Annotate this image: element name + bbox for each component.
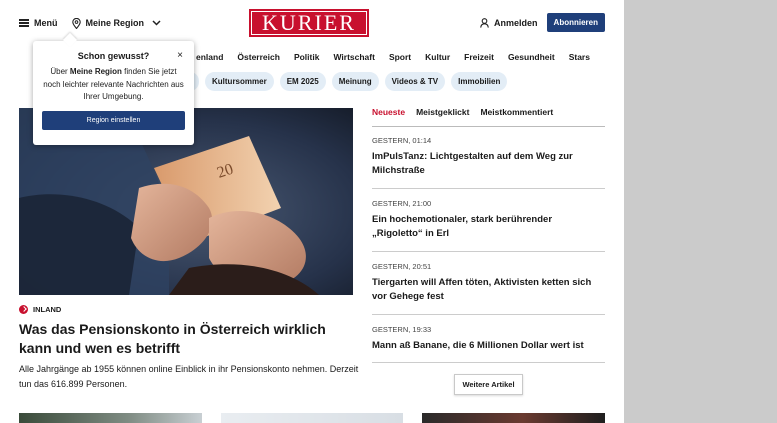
news-time: GESTERN, 01:14	[372, 136, 432, 145]
nav-item-stars[interactable]: Stars	[568, 52, 590, 62]
region-popover	[33, 41, 194, 145]
news-tabs	[372, 107, 605, 127]
page-background-gutter	[624, 0, 777, 423]
news-divider	[372, 188, 605, 189]
topic-pill-videos-tv[interactable]: Videos & TV	[385, 72, 446, 91]
news-time: GESTERN, 19:33	[372, 325, 432, 334]
topic-pill-em-2025[interactable]: EM 2025	[280, 72, 326, 91]
close-icon[interactable]: ×	[177, 50, 183, 61]
location-pin-icon	[72, 18, 81, 29]
set-region-button[interactable]: Region einstellen	[42, 111, 185, 130]
tab-meistgeklickt[interactable]: Meistgeklickt	[416, 107, 470, 117]
popover-title: Schon gewusst?	[77, 51, 150, 61]
nav-item-kultur[interactable]: Kultur	[425, 52, 451, 62]
menu-label: Menü	[34, 18, 58, 28]
topic-pill-immobilien[interactable]: Immobilien	[451, 72, 507, 91]
news-headline[interactable]: Mann aß Banane, die 6 Millionen Dollar wert ist	[372, 340, 584, 351]
category-icon	[19, 305, 28, 314]
region-label: Meine Region	[85, 18, 145, 28]
news-item[interactable]	[372, 136, 605, 178]
login-label: Anmelden	[494, 17, 538, 28]
nav-item-burgenland[interactable]: enland	[196, 52, 224, 62]
banknote-text: 20	[214, 160, 236, 182]
subscribe-button[interactable]: Abonnieren	[547, 13, 605, 32]
region-button[interactable]	[72, 18, 162, 29]
hero-title[interactable]: Was das Pensionskonto in Österreich wirklich kann und wen es betrifft	[19, 321, 326, 356]
kurier-logo[interactable]: KURIER	[249, 9, 369, 37]
news-divider	[372, 362, 605, 363]
hero-teaser: Alle Jahrgänge ab 1955 können online Einblick in ihr Pensionskonto nehmen. Derzeit tun das 616.899 Personen.	[19, 364, 359, 389]
more-articles-button[interactable]: Weitere Artikel	[454, 374, 523, 395]
topic-pill-kultursommer[interactable]: Kultursommer	[205, 72, 274, 91]
user-icon	[480, 18, 489, 28]
nav-item-wirtschaft[interactable]: Wirtschaft	[333, 52, 375, 62]
news-headline[interactable]: Tiergarten will Affen töten, Aktivisten ketten sich vor Gehege fest	[372, 277, 592, 302]
header-left	[19, 14, 161, 32]
popover-text-after: finden Sie jetzt noch leichter relevante Nachrichten aus Ihrer Umgebung.	[43, 67, 184, 101]
nav-item-freizeit[interactable]: Freizeit	[464, 52, 494, 62]
nav-item-sport[interactable]: Sport	[388, 52, 412, 62]
category-label: INLAND	[33, 305, 62, 314]
news-item[interactable]	[372, 325, 605, 353]
nav-item-oesterreich[interactable]: Österreich	[237, 52, 280, 62]
news-item[interactable]	[372, 199, 605, 241]
article-thumbnail[interactable]	[422, 413, 605, 423]
category-tag[interactable]	[19, 305, 61, 314]
article-thumbnail[interactable]	[19, 413, 202, 423]
tab-neueste[interactable]: Neueste	[372, 107, 406, 117]
header-right	[480, 13, 605, 32]
hamburger-icon	[19, 19, 29, 27]
menu-button[interactable]	[19, 18, 58, 28]
tab-meistkommentiert[interactable]: Meistkommentiert	[480, 107, 554, 117]
popover-text-bold: Meine Region	[69, 67, 122, 76]
nav-item-politik[interactable]: Politik	[293, 52, 320, 62]
main-nav	[196, 52, 590, 62]
news-divider	[372, 314, 605, 315]
news-headline[interactable]: Ein hochemotionaler, stark berührender „Rigoletto“ in Erl	[372, 214, 553, 239]
news-time: GESTERN, 20:51	[372, 262, 432, 271]
news-item[interactable]	[372, 262, 605, 304]
topic-pill-meinung[interactable]: Meinung	[332, 72, 379, 91]
topic-pills	[181, 72, 507, 91]
popover-text-before: Über	[50, 67, 70, 76]
news-divider	[372, 251, 605, 252]
article-thumbnail[interactable]	[221, 413, 403, 423]
news-time: GESTERN, 21:00	[372, 199, 432, 208]
news-headline[interactable]: ImPulsTanz: Lichtgestalten auf dem Weg zur Milchstraße	[372, 151, 573, 176]
popover-text	[42, 66, 185, 104]
chevron-down-icon	[152, 20, 161, 26]
login-button[interactable]	[480, 18, 538, 28]
nav-item-gesundheit[interactable]: Gesundheit	[507, 52, 555, 62]
